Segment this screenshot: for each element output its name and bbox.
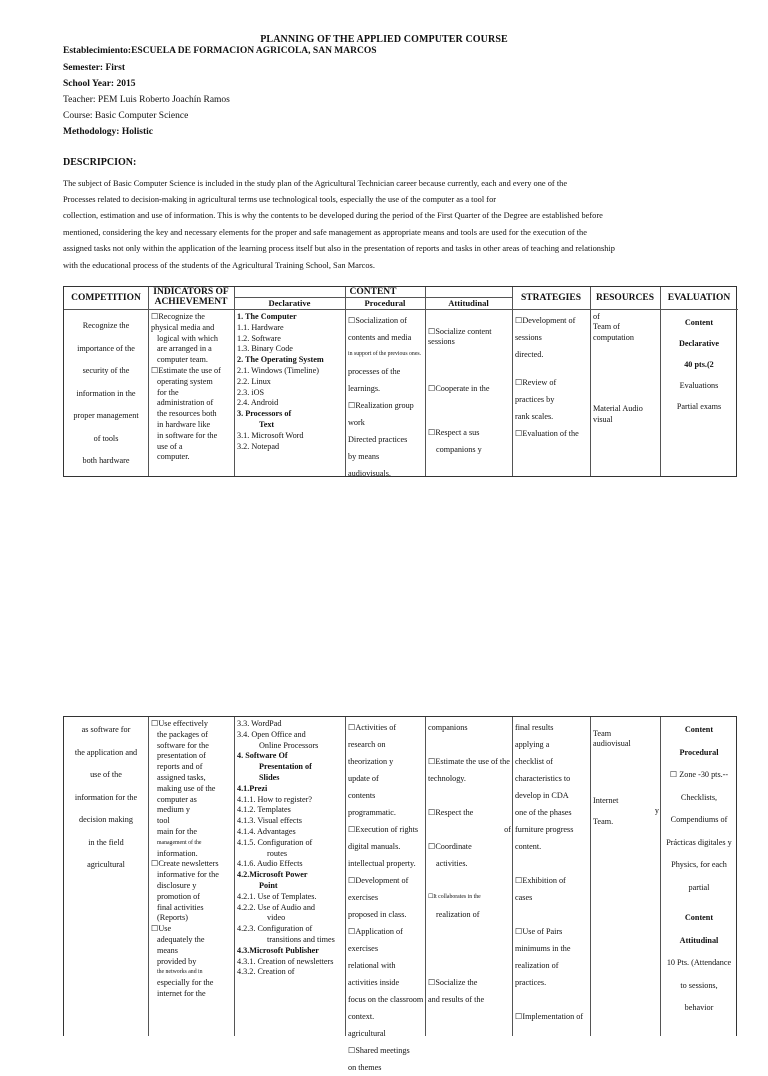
semester-line: Semester: First — [63, 63, 125, 73]
procedural-cell: ☐Activities of research on theorization y update of contents programmatic. ☐Execution of rights digital manuals. intellectual property. ☐Development of exercises proposed in class. ☐Application of exercises relational with activities inside focus on the classroom context. agricultural ☐Shared meetings on themes — [348, 723, 424, 1072]
strategies-cell: final results applying a checklist of characteristics to develop in CDA one of the phases furniture progress content. ☐Exhibition of cases ☐Use of Pairs minimums in the realization of practices. ☐Implementation of — [515, 723, 584, 1021]
header-strategies: STRATEGIES — [520, 293, 581, 303]
establishment-line — [63, 46, 377, 56]
planning-table-continued — [63, 716, 737, 1072]
resources-cell: Team audiovisual Internet y Team. — [593, 729, 659, 826]
header-resources: RESOURCES — [595, 293, 655, 303]
evaluation-cell: Content Procedural ☐ Zone -30 pts.-- Checklists, Compendiums of Prácticas digitales y Physics, for each partial Content Attitudinal 10 Pts. (Attendance to sessions, behavior — [666, 725, 732, 1012]
indicators-cell: ☐Use effectively the packages of software for the presentation of reports and of assigned tasks, making use of the computer as medium y tool main for the management of the information. ☐Create newsletters informative for the disclosure y promotion of final activities (Reports) ☐Use adequately the means provided by the networks and in especially for the internet for the — [151, 719, 219, 998]
attitudinal-cell: companions ☐Estimate the use of the technology. ☐Respect the of ☐Coordinate activities. ☐It collaborates in the realization of ☐Socialize the and results of the — [428, 723, 511, 1004]
attitudinal-cell: ☐Socialize content sessions ☐Cooperate in the ☐Respect a sus companions y — [428, 327, 492, 454]
description-line: Processes related to decision-making in agricultural terms use technological tools, especially the use of the computer as a tool for — [63, 195, 497, 204]
competition-cell: as software for the application and use of the information for the decision making in the field agricultural — [74, 725, 138, 869]
header-procedural: Procedural — [364, 298, 406, 308]
course-line: Course: Basic Computer Science — [63, 111, 189, 121]
description-line: The subject of Basic Computer Science is included in the study plan of the Agricultural Technician career because currently, each and every one of the — [63, 179, 568, 188]
teacher-line: Teacher: PEM Luis Roberto Joachín Ramos — [63, 95, 230, 105]
strategies-cell: ☐Development of sessions directed. ☐Review of practices by rank scales. ☐Evaluation of the — [515, 316, 579, 438]
school-year-line: School Year: 2015 — [63, 79, 136, 89]
description-line: assigned tasks not only within the application of the learning process itself but also in the presentation of reports and tasks in other areas of teaching and relationship — [63, 244, 615, 253]
header-indicators: INDICATORS OF ACHIEVEMENT — [153, 287, 229, 307]
resources-cell: of Team of computation Material Audio visual — [593, 312, 643, 424]
procedural-cell: ☐Socialization of contents and media in support of the previous ones. processes of the learnings. ☐Realization group work Directed practices by means audiovisuals. — [348, 316, 422, 478]
competition-cell: Recognize the importance of the security of the information in the proper management of tools both hardware — [73, 321, 139, 465]
establishment-label: Establecimiento: — [63, 46, 132, 56]
description-heading: DESCRIPCION: — [63, 157, 137, 168]
document-title: PLANNING OF THE APPLIED COMPUTER COURSE — [260, 34, 508, 45]
methodology-line: Methodology: Holistic — [63, 127, 153, 137]
declarative-cell: 3.3. WordPad 3.4. Open Office and Online Processors 4. Software Of Presentation of Slides 4.1.Prezi 4.1.1. How to register? 4.1.2. Templates 4.1.3. Visual effects 4.1.4. Advantages 4.1.5. Configuration of routes 4.1.6. Audio Effects 4.2.Microsoft Power Point 4.2.1. Use of Templates. 4.2.2. Use of Audio and video 4.2.3. Configuration of transitions and times 4.3.Microsoft Publisher 4.3.1. Creation of newsletters 4.3.2. Creation of — [237, 719, 335, 977]
header-competition: COMPETITION — [71, 293, 141, 303]
planning-table-top — [63, 286, 737, 477]
description-line: mentioned, considering the key and necessary elements for the proper and safe management as appropriate means and tools are used for the execution of the — [63, 228, 587, 237]
description-line: with the educational process of the students of the Agricultural Training School, San Marcos. — [63, 261, 375, 270]
indicators-cell: ☐Recognize the physical media and logical with which are arranged in a computer team. ☐Estimate the use of operating system for the administration of the resources both in hardware like in software for the use of a computer. — [151, 312, 221, 462]
header-evaluation: EVALUATION — [667, 293, 731, 303]
description-line: collection, estimation and use of information. This is why the contents to be developed during the period of the First Quarter of the Degree are established before — [63, 211, 603, 220]
header-declarative: Declarative — [268, 298, 311, 308]
header-attitudinal: Attitudinal — [448, 298, 489, 308]
evaluation-cell: Content Declarative 40 pts.(2 Evaluations Partial exams — [676, 318, 722, 411]
declarative-cell: 1. The Computer 1.1. Hardware 1.2. Software 1.3. Binary Code 2. The Operating System 2.1. Windows (Timeline) 2.2. Linux 2.3. iOS 2.4. Android 3. Processors of Text 3.1. Microsoft Word 3.2. Notepad — [237, 312, 324, 451]
header-content: CONTENT — [349, 287, 397, 297]
establishment-value: ESCUELA DE FORMACION AGRICOLA, SAN MARCOS — [131, 46, 377, 56]
